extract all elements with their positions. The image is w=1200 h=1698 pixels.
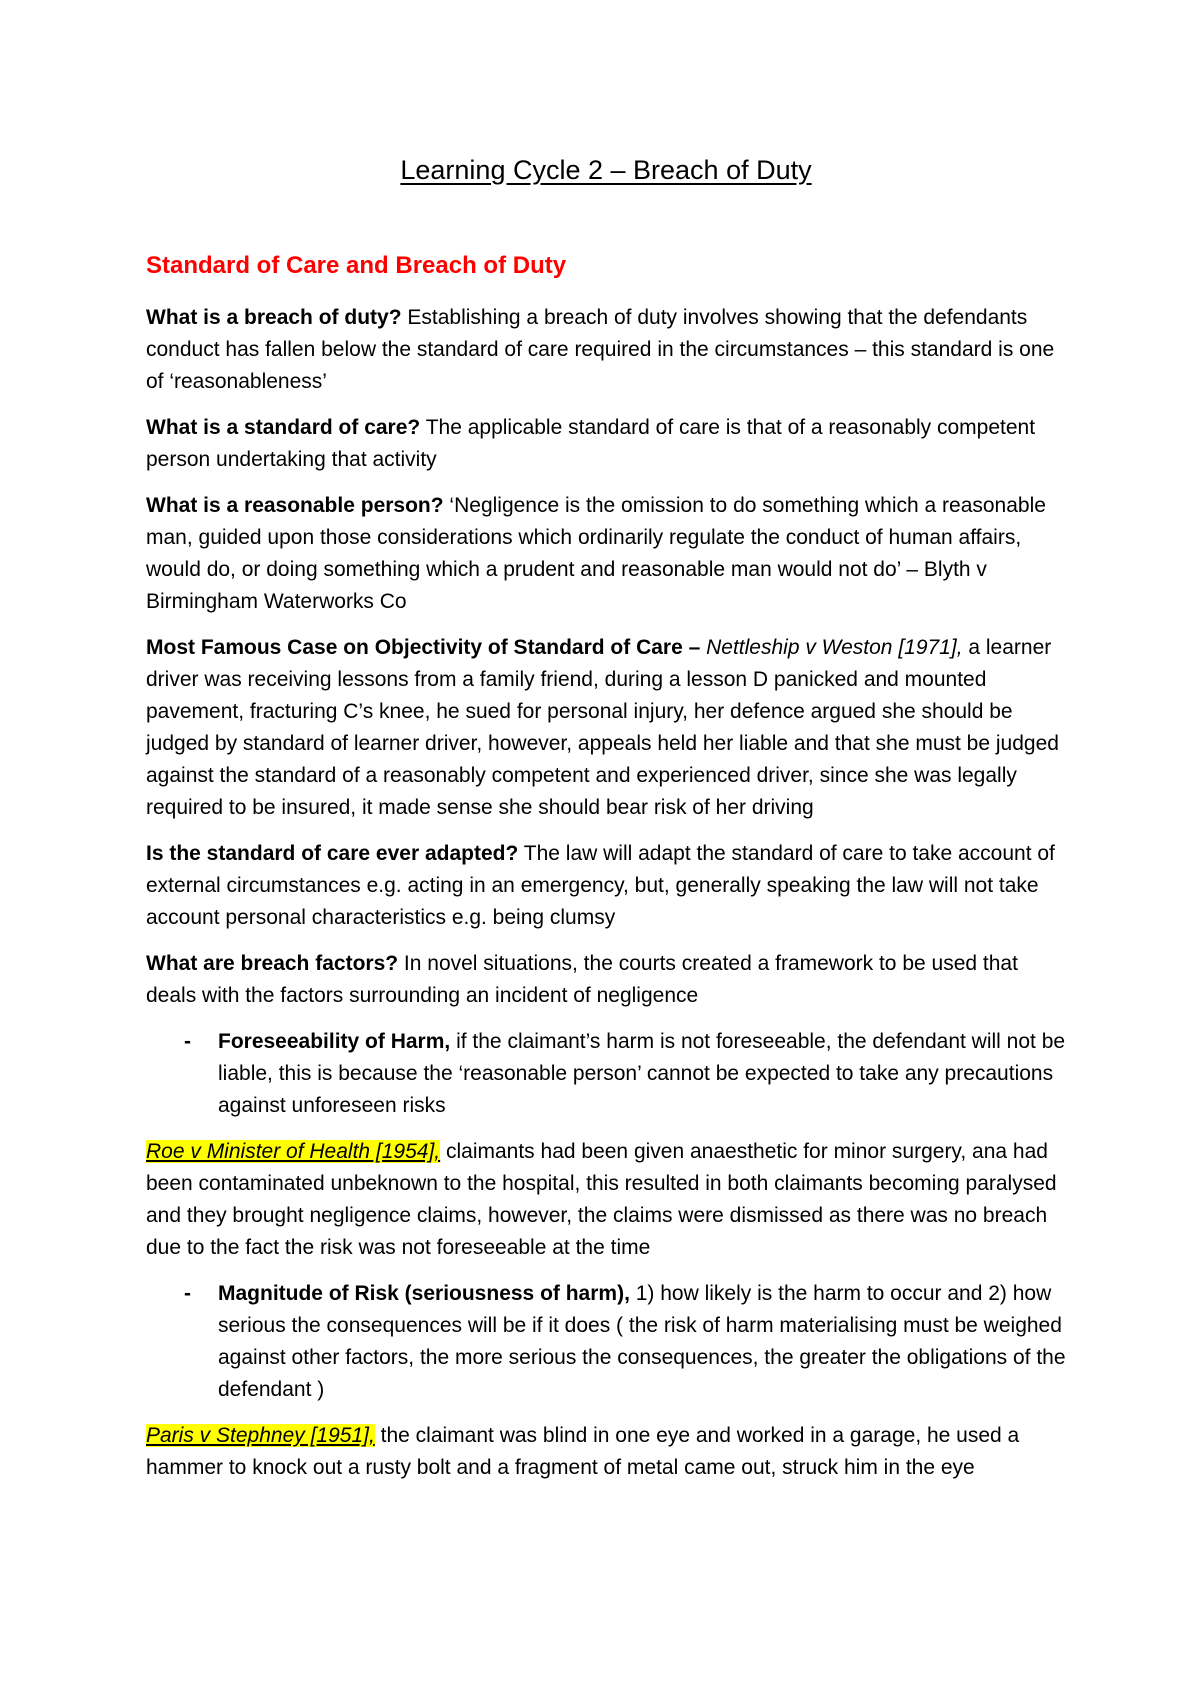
case-roe — [146, 1136, 1066, 1264]
question-label: Most Famous Case on Objectivity of Standard of Care – — [146, 636, 701, 659]
answer-text: a learner driver was receiving lessons from a family friend, during a lesson D panicked and mounted pavement, fracturing C’s knee, he sued for personal injury, her defence argued she should be judged by standard of learner driver, however, appeals held her liable and that she must be judged against the standard of a reasonably competent and experienced driver, since she was legally required to be insured, it made sense she should bear risk of her driving — [146, 636, 1059, 819]
bullet-dash: - — [184, 1282, 191, 1305]
case-citation: Nettleship v Weston [1971], — [700, 636, 963, 659]
case-text: the claimant was blind in one eye and worked in a garage, he used a hammer to knock out a rusty bolt and a fragment of metal came out, struck him in the eye — [146, 1424, 1020, 1479]
bullet-dash: - — [184, 1030, 191, 1053]
section-heading: Standard of Care and Breach of Duty — [146, 252, 567, 279]
bullet-label: Foreseeability of Harm, — [218, 1030, 451, 1053]
bullet-label: Magnitude of Risk (seriousness of harm), — [218, 1282, 630, 1305]
paragraph-breach-factors — [146, 948, 1066, 1012]
question-label: What is a reasonable person? — [146, 494, 444, 517]
document-title — [146, 152, 1066, 188]
question-label: Is the standard of care ever adapted? — [146, 842, 519, 865]
document-title-text: Learning Cycle 2 – Breach of Duty — [400, 155, 812, 185]
document-body — [146, 152, 1066, 1498]
bullet-foreseeability — [146, 1026, 1066, 1122]
paragraph-standard-adapted — [146, 838, 1066, 934]
paragraph-standard-of-care — [146, 412, 1066, 476]
case-citation-highlighted: Paris v Stephney [1951], — [146, 1424, 375, 1447]
answer-text: The law will adapt the standard of care to take account of external circumstances e.g. acting in an emergency, but, generally speaking the law will not take account personal characteristics e.g. being clumsy — [146, 842, 1055, 929]
paragraph-breach-of-duty — [146, 302, 1066, 398]
bullet-text — [218, 1026, 1066, 1122]
bullet-magnitude — [146, 1278, 1066, 1406]
paragraph-famous-case — [146, 632, 1066, 824]
question-label: What is a standard of care? — [146, 416, 421, 439]
question-label: What are breach factors? — [146, 952, 399, 975]
answer-text: In novel situations, the courts created a framework to be used that deals with the factors surrounding an incident of negligence — [146, 952, 1018, 1007]
answer-text: The applicable standard of care is that of a reasonably competent person undertaking that activity — [146, 416, 1036, 471]
answer-text: Establishing a breach of duty involves showing that the defendants conduct has fallen below the standard of care required in the circumstances – this standard is one of ‘reasonableness’ — [146, 306, 1055, 393]
bullet-text — [218, 1278, 1066, 1406]
paragraph-reasonable-person — [146, 490, 1066, 618]
case-text: claimants had been given anaesthetic for minor surgery, ana had been contaminated unbeknown to the hospital, this resulted in both claimants becoming paralysed and they brought negligence claims, however, the claims were dismissed as there was no breach due to the fact the risk was not foreseeable at the time — [146, 1140, 1057, 1259]
bullet-body: 1) how likely is the harm to occur and 2) how serious the consequences will be if it does ( the risk of harm materialising must be weighed against other factors, the more serious the consequences, the greater the obligations of the defendant ) — [218, 1282, 1066, 1401]
case-paris — [146, 1420, 1066, 1484]
bullet-body: if the claimant’s harm is not foreseeable, the defendant will not be liable, this is because the ‘reasonable person’ cannot be expected to take any precautions against unforeseen risks — [218, 1030, 1066, 1117]
answer-text: ‘Negligence is the omission to do something which a reasonable man, guided upon those considerations which ordinarily regulate the conduct of human affairs, would do, or doing something which a prudent and reasonable man would not do’ – Blyth v Birmingham Waterworks Co — [146, 494, 1046, 613]
question-label: What is a breach of duty? — [146, 306, 402, 329]
case-citation-highlighted: Roe v Minister of Health [1954], — [146, 1140, 441, 1163]
